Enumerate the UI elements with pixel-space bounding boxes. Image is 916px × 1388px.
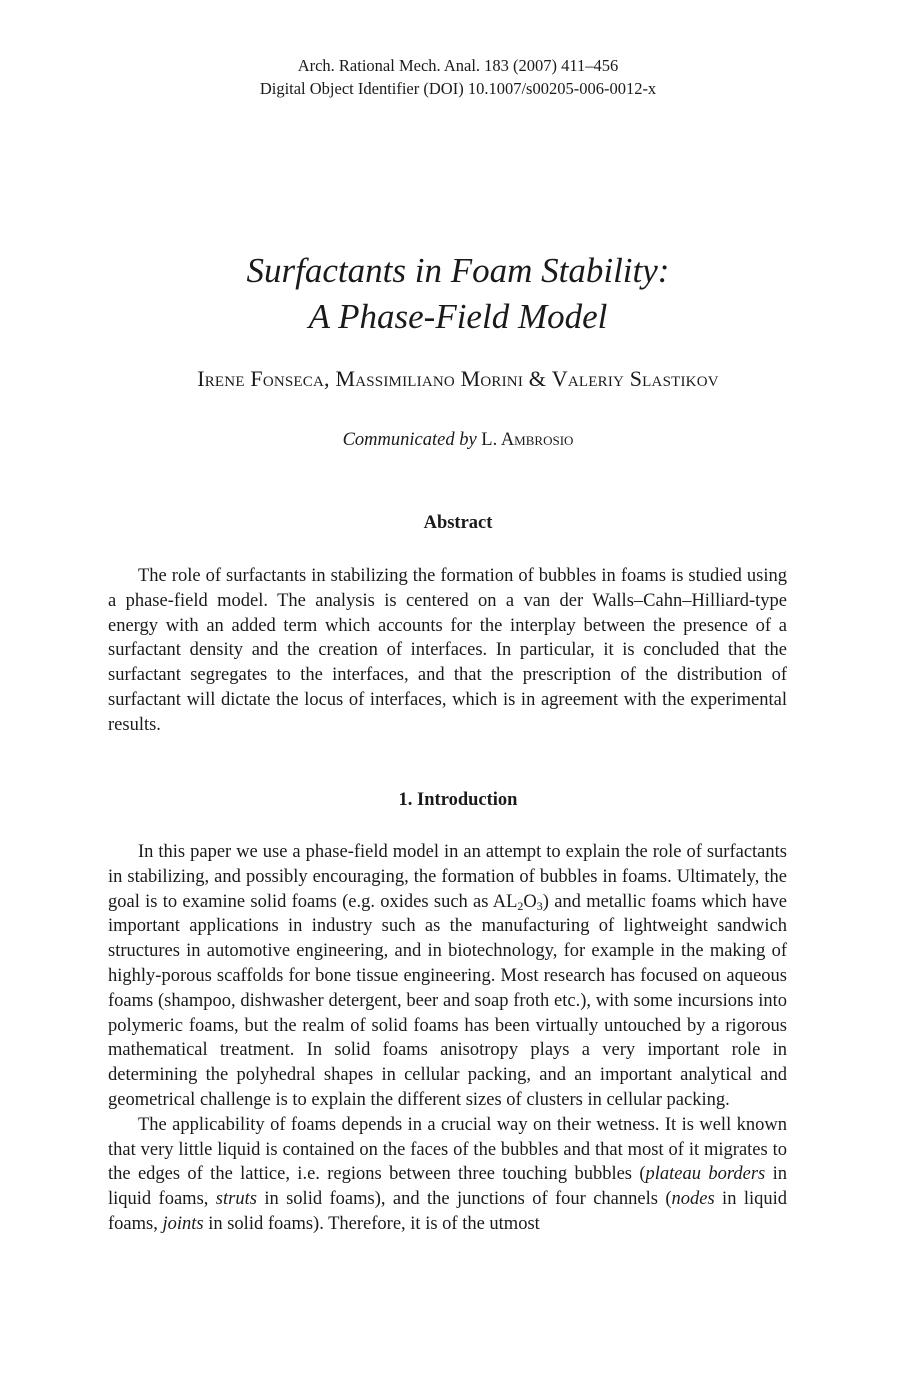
italic-term: plateau borders (645, 1164, 766, 1185)
journal-header (0, 54, 916, 100)
text-run: In this paper we use a phase-field model in an attempt to explain the role of surfactants in stabilizing, and possibly encouraging, the formation of bubbles in foams. Ultimately, the goal is to examine solid foams (e.g. oxides such as AL (108, 842, 787, 912)
title-line-1: Surfactants in Foam Stability: (246, 251, 670, 290)
text-run: in liquid foams, (108, 1164, 787, 1210)
italic-term: nodes (671, 1189, 715, 1210)
abstract-paragraph: The role of surfactants in stabilizing the formation of bubbles in foams is studied using a phase-field model. The analysis is centered on a van der Walls–Cahn–Hilliard-type energy with an added term which accounts for the interplay between the presence of a surfactant density and the creation of interfaces. In particular, it is concluded that the surfactant segregates to the interfaces, and that the prescription of the distribution of surfactant will dictate the locus of interfaces, which is in agreement with the experimental results. (108, 566, 787, 735)
abstract-body (108, 564, 787, 738)
text-run: The applicability of foams depends in a crucial way on their wetness. It is well known that very little liquid is contained on the faces of the bubbles and that most of it migrates to the edges of the lattice, i.e. regions between three touching bubbles ( (108, 1114, 787, 1185)
doi-line: Digital Object Identifier (DOI) 10.1007/s00205-006-0012-x (259, 79, 657, 98)
introduction-heading: 1. Introduction (398, 790, 518, 810)
introduction-body (108, 840, 787, 1237)
author-separator: , (324, 366, 336, 391)
title-line-2: A Phase-Field Model (308, 297, 608, 336)
author-name: Valeriy Slastikov (551, 366, 719, 391)
abstract-heading: Abstract (423, 513, 493, 533)
intro-paragraph-2 (108, 1113, 787, 1237)
author-name: Massimiliano Morini (335, 366, 524, 391)
author-list (0, 365, 916, 393)
text-run: in liquid foams, (108, 1189, 787, 1234)
communicating-editor: L. Ambrosio (481, 430, 574, 450)
italic-term: joints (162, 1213, 204, 1234)
journal-citation: Arch. Rational Mech. Anal. 183 (2007) 411–456 (297, 56, 619, 75)
paper-title (0, 248, 916, 340)
text-run: in solid foams). Therefore, it is of the utmost (203, 1213, 540, 1234)
communicated-by (0, 427, 916, 453)
communicated-label: Communicated by (342, 430, 477, 450)
author-name: Irene Fonseca (197, 366, 325, 391)
text-run: O (523, 891, 537, 912)
subscript: 3 (536, 898, 543, 913)
text-run: ) and metallic foams which have important applications in industry such as the manufacturing of lightweight sandwich structures in automotive engineering, and in biotechnology, for example in the making of highly-porous scaffolds for bone tissue engineering. Most research has focused on aqueous foams (shampoo, dishwasher detergent, beer and soap froth etc.), with some incursions into polymeric foams, but the realm of solid foams has been virtually untouched by a rigorous mathematical treatment. In solid foams anisotropy plays a very important role in determining the polyhedral shapes in cellular packing, and an important analytical and geometrical challenge is to explain the different sizes of clusters in cellular packing. (108, 891, 787, 1110)
intro-paragraph-1 (108, 840, 787, 1113)
italic-term: struts (215, 1189, 257, 1210)
subscript: 2 (517, 898, 524, 913)
author-separator: & (523, 366, 552, 391)
text-run: in solid foams), and the junctions of four channels ( (256, 1189, 672, 1210)
